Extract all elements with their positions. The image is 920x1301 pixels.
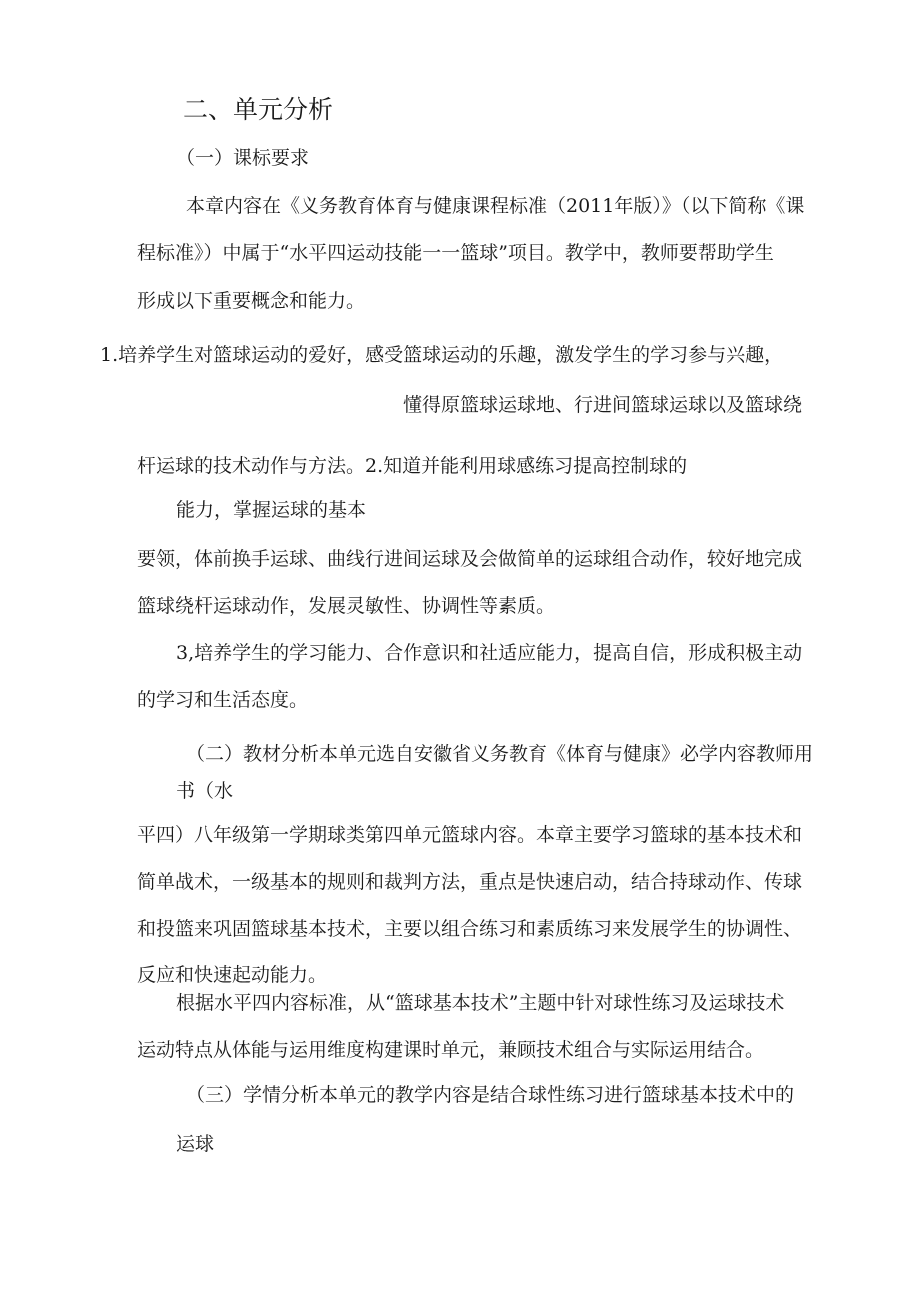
goal-line: 篮球绕杆运球动作，发展灵敏性、协调性等素质。	[137, 595, 556, 617]
paragraph-line: 和投篮来巩固篮球基本技术，主要以组合练习和素质练习来发展学生的协调性、	[137, 918, 803, 940]
paragraph-line: 简单战术，一级基本的规则和裁判方法，重点是快速启动，结合持球动作、传球	[137, 871, 803, 893]
goal-line: 要领，体前换手运球、曲线行进间运球及会做简单的运球组合动作，较好地完成	[137, 548, 803, 570]
paragraph-line: 运球	[176, 1133, 215, 1155]
paragraph-line: 运动特点从体能与运用维度构建课时单元，兼顾技术组合与实际运用结合。	[137, 1039, 765, 1061]
paragraph-line: 形成以下重要概念和能力。	[137, 290, 366, 312]
goal-line: 懂得原篮球运球地、行进间篮球运球以及篮球绕	[403, 394, 803, 416]
paragraph-line: 书（水	[176, 780, 234, 802]
goal-line: 的学习和生活态度。	[137, 689, 309, 711]
goal-line: 1.培养学生对篮球运动的爱好，感受篮球运动的乐趣，激发学生的学习参与兴趣，	[100, 344, 784, 366]
goal-line: 能力，掌握运球的基本	[176, 499, 367, 521]
goal-line: 杆运球的技术动作与方法。2.知道并能利用球感练习提高控制球的	[137, 455, 688, 477]
subsection-textbook-line: （二）教材分析本单元选自安徽省义务教育《体育与健康》必学内容教师用	[186, 743, 814, 765]
paragraph-line: 本章内容在《义务教育体育与健康课程标准（2011年版）》（以下简称《课	[186, 195, 805, 217]
subsection-heading-curriculum: （一）课标要求	[176, 147, 310, 169]
paragraph-line: 根据水平四内容标准，从“篮球基本技术”主题中针对球性练习及运球技术	[176, 992, 785, 1014]
section-heading: 二、单元分析	[183, 95, 334, 124]
paragraph-line: 程标准》）中属于“水平四运动技能一一篮球”项目。教学中，教师要帮助学生	[137, 242, 774, 264]
paragraph-line: 反应和快速起动能力。	[137, 964, 328, 986]
goal-line: 3,培养学生的学习能力、合作意识和社适应能力，提高自信，形成积极主动	[176, 642, 803, 664]
subsection-learners-line: （三）学情分析本单元的教学内容是结合球性练习进行篮球基本技术中的	[186, 1084, 795, 1106]
paragraph-line: 平四）八年级第一学期球类第四单元篮球内容。本章主要学习篮球的基本技术和	[137, 824, 803, 846]
